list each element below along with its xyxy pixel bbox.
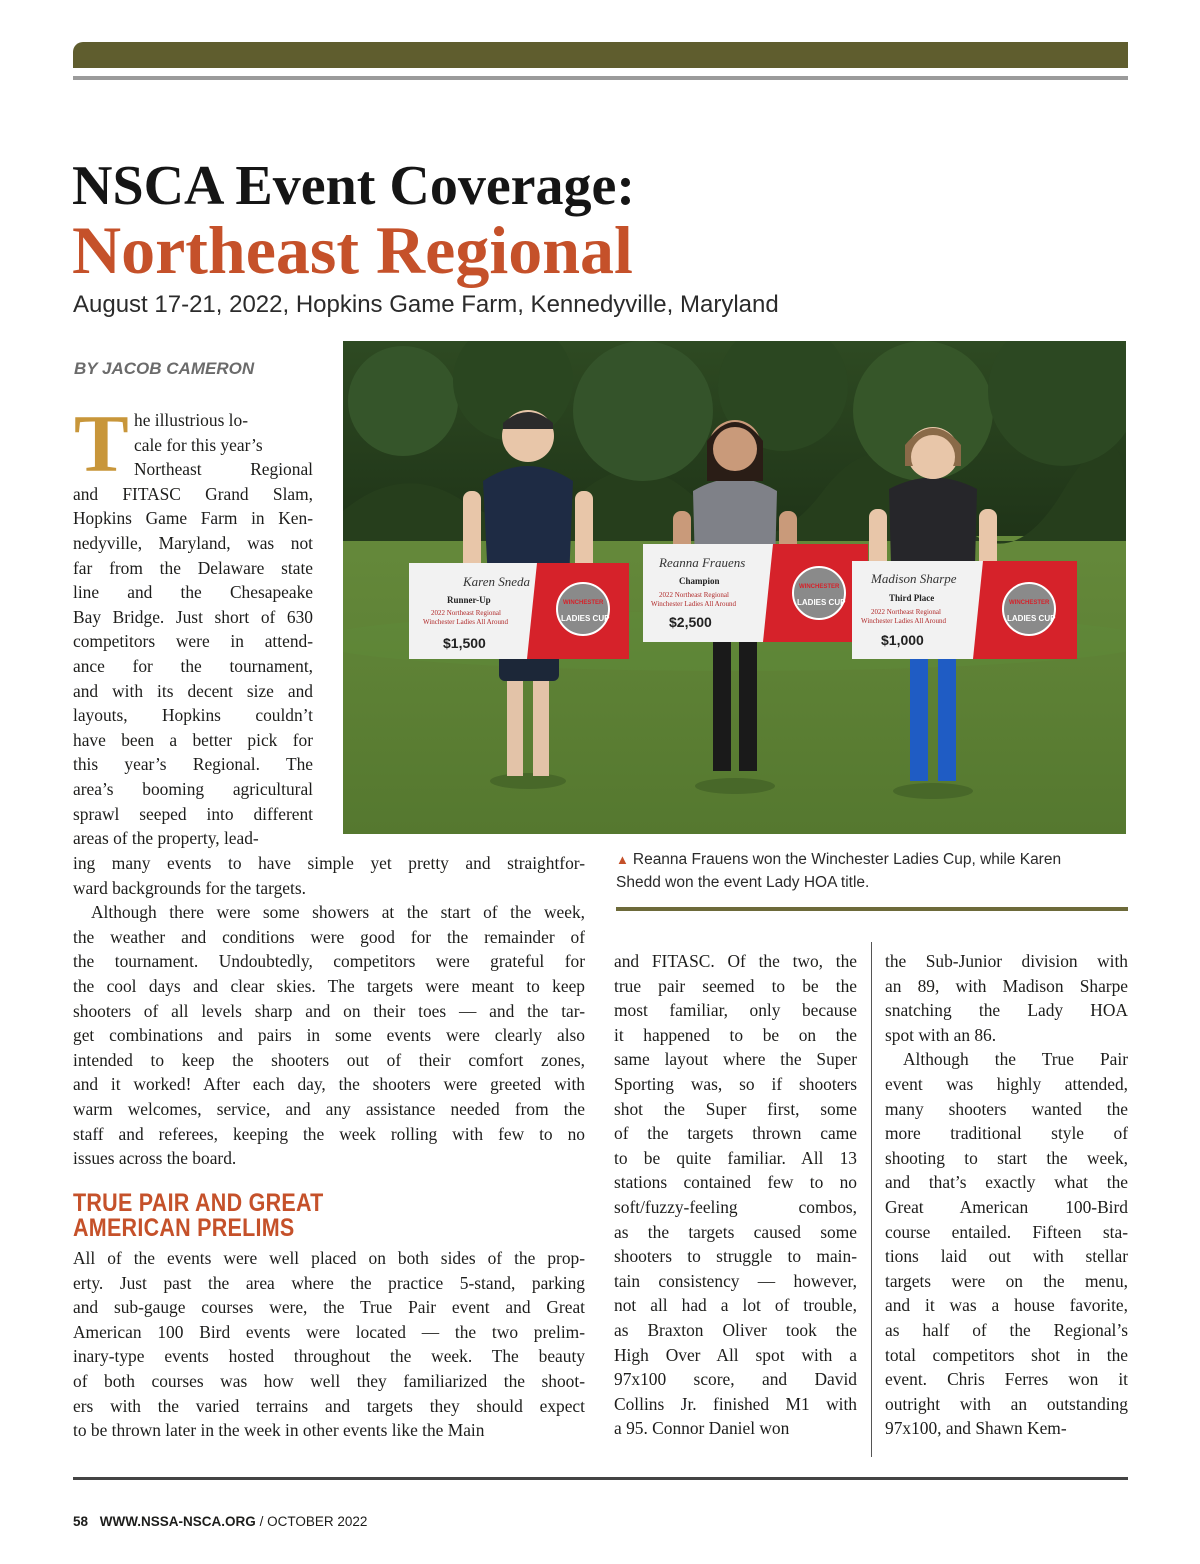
text-line: ward backgrounds for the targets. <box>73 877 306 898</box>
text-line: event was highly attended, <box>885 1073 1128 1094</box>
text-line: as Braxton Oliver took the <box>614 1319 857 1340</box>
text-line: shooting to start the week, <box>885 1147 1128 1168</box>
column-rule <box>871 942 872 1457</box>
board-1-logo-top: WINCHESTER <box>563 600 604 606</box>
board-3-name: Madison Sharpe <box>871 571 957 586</box>
text-line: the tournament. Undoubtedly, competitors were grateful for <box>73 951 585 972</box>
prize-board-3 <box>852 561 1077 659</box>
text-line: snatching the Lady HOA <box>885 1000 1128 1021</box>
text-line: issues across the board. <box>73 1148 237 1169</box>
text-line: and sub-gauge courses were, the True Pair event and Great <box>73 1297 585 1318</box>
text-line: not all had a lot of trouble, <box>614 1295 857 1316</box>
text-line: cale for this year’s <box>134 434 263 455</box>
board-2-amount: $2,500 <box>669 614 712 630</box>
photo-credit: PHOTOS BY LEFTY RAY CHAPA <box>331 679 340 820</box>
section-heading-line2: AMERICAN PRELIMS <box>73 1214 295 1242</box>
page-number: 58 <box>73 1514 89 1529</box>
board-1-name: Karen Sneda <box>463 574 531 589</box>
text-line: Bay Bridge. Just short of 630 <box>73 606 313 627</box>
board-1-place: Runner-Up <box>447 595 491 605</box>
text-line: shooters to struggle to main- <box>614 1246 857 1267</box>
text-line: a 95. Connor Daniel won <box>614 1418 790 1439</box>
text-line: true pair seemed to be the <box>614 975 857 996</box>
text-line: staff and referees, keeping the week rolling with few to no <box>73 1123 585 1144</box>
text-line: many shooters wanted the <box>885 1098 1128 1119</box>
board-2-event2: Winchester Ladies All Around <box>651 600 737 608</box>
text-line: same layout where the Super <box>614 1049 857 1070</box>
board-1-amount: $1,500 <box>443 635 486 651</box>
headline-main: Northeast Regional <box>72 212 633 288</box>
section-wide-column <box>73 1246 585 1443</box>
text-line: Northeast Regional <box>134 459 313 480</box>
header-bar <box>73 42 1128 68</box>
caption-text-1: Reanna Frauens won the Winchester Ladies Cup, while Karen <box>632 851 1062 868</box>
text-line: of both courses was how well they familiarized the shoot- <box>73 1370 585 1391</box>
text-line: layouts, Hopkins couldn’t <box>73 705 313 726</box>
text-line: as the targets caused some <box>614 1221 857 1242</box>
issue-date: / OCTOBER 2022 <box>259 1514 368 1529</box>
event-dateline: August 17-21, 2022, Hopkins Game Farm, Kennedyville, Maryland <box>73 291 779 318</box>
intro-narrow-column <box>73 398 313 851</box>
text-line: and it worked! After each day, the shooters were greeted with <box>73 1074 585 1095</box>
text-line: soft/fuzzy-feeling combos, <box>614 1196 857 1217</box>
text-line: inary-type events hosted throughout the week. The beauty <box>73 1346 585 1367</box>
text-line: High Over All spot with a <box>614 1344 857 1365</box>
text-line: Although there were some showers at the start of the week, <box>91 902 585 923</box>
board-2-place: Champion <box>679 576 720 586</box>
text-line: Although the True Pair <box>903 1049 1128 1070</box>
text-line: of the targets thrown came <box>614 1123 857 1144</box>
text-line: competitors were in attend- <box>73 631 313 652</box>
text-line: erty. Just past the area where the practice 5-stand, parking <box>73 1272 585 1293</box>
text-line: course entailed. Fifteen sta- <box>885 1221 1128 1242</box>
text-line: area’s booming agricultural <box>73 778 313 799</box>
intro-wide-column <box>73 851 585 1171</box>
text-line: and FITASC. Of the two, the <box>614 951 857 971</box>
headline-kicker: NSCA Event Coverage: <box>72 155 636 217</box>
text-line: and FITASC Grand Slam, <box>73 483 313 504</box>
photo-caption <box>616 848 1128 894</box>
text-line: he illustrious lo- <box>134 410 248 430</box>
text-line: targets were on the menu, <box>885 1270 1128 1291</box>
drop-cap: T <box>74 398 129 489</box>
text-line: Hopkins Game Farm in Ken- <box>73 508 313 529</box>
triangle-up-icon: ▲ <box>616 852 629 867</box>
board-2-name: Reanna Frauens <box>659 555 746 570</box>
board-1-event2: Winchester Ladies All Around <box>423 618 509 626</box>
text-line: event. Chris Ferres won it <box>885 1369 1128 1390</box>
caption-line-2: Shedd won the event Lady HOA title. <box>616 874 870 891</box>
footer-rule <box>73 1477 1128 1480</box>
board-3-event: 2022 Northeast Regional <box>871 608 941 616</box>
text-column-3 <box>885 949 1128 1457</box>
caption-rule <box>616 907 1128 911</box>
text-line: and it was a house favorite, <box>885 1295 1128 1316</box>
text-line: have been a better pick for <box>73 729 313 750</box>
text-line: All of the events were well placed on both sides of the prop- <box>73 1248 585 1268</box>
text-line: to be quite familiar. All 13 <box>614 1147 857 1168</box>
event-photo <box>343 341 1126 834</box>
text-line: stations contained few to no <box>614 1172 857 1193</box>
section-heading-line1: TRUE PAIR AND GREAT <box>73 1189 324 1217</box>
text-line: sprawl seeped into different <box>73 803 313 824</box>
prize-board-2 <box>643 544 868 642</box>
text-line: the weather and conditions were good for the remainder of <box>73 926 585 947</box>
board-3-logo: LADIES CUP <box>1007 614 1056 623</box>
text-line: outright with an outstanding <box>885 1393 1128 1414</box>
text-line: Collins Jr. finished M1 with <box>614 1393 857 1414</box>
board-1-event: 2022 Northeast Regional <box>431 609 501 617</box>
text-line: and that’s exactly what the <box>885 1172 1128 1193</box>
board-2-event: 2022 Northeast Regional <box>659 591 729 599</box>
text-line: to be thrown later in the week in other events like the Main <box>73 1420 485 1441</box>
text-column-2 <box>614 949 857 1457</box>
board-3-logo-top: WINCHESTER <box>1009 600 1050 606</box>
text-line: warm welcomes, service, and any assistance needed from the <box>73 1098 585 1119</box>
text-line: intended to keep the shooters out of their comfort zones, <box>73 1049 585 1070</box>
board-2-logo-top: WINCHESTER <box>799 584 840 590</box>
text-line: an 89, with Madison Sharpe <box>885 975 1128 996</box>
board-3-place: Third Place <box>889 593 935 603</box>
text-line: get combinations and pairs in some events were clearly also <box>73 1025 585 1046</box>
text-line: the cool days and clear skies. The targets were meant to keep <box>73 975 585 996</box>
text-line: ance for the tournament, <box>73 655 313 676</box>
text-line: shot the Super first, some <box>614 1098 857 1119</box>
header-rule <box>73 76 1128 80</box>
section-heading <box>73 1191 593 1241</box>
text-line: the Sub-Junior division with <box>885 951 1128 971</box>
board-3-amount: $1,000 <box>881 632 924 648</box>
page-footer <box>73 1513 367 1531</box>
text-line: areas of the property, lead- <box>73 828 259 849</box>
byline: BY JACOB CAMERON <box>74 359 255 378</box>
text-line: this year’s Regional. The <box>73 754 313 775</box>
board-3-event2: Winchester Ladies All Around <box>861 617 947 625</box>
board-2-logo: LADIES CUP <box>797 598 846 607</box>
text-line: and with its decent size and <box>73 680 313 701</box>
text-line: nedyville, Maryland, was not <box>73 532 313 553</box>
text-line: 97x100 score, and David <box>614 1369 857 1390</box>
text-line: 97x100, and Shawn Kem- <box>885 1418 1067 1439</box>
board-1-logo: LADIES CUP <box>561 614 610 623</box>
text-line: tain consistency — however, <box>614 1270 857 1291</box>
text-line: Sporting was, so if shooters <box>614 1073 857 1094</box>
text-line: tions laid out with stellar <box>885 1246 1128 1267</box>
prize-board-1 <box>409 563 629 659</box>
text-line: more traditional style of <box>885 1123 1128 1144</box>
text-line: far from the Delaware state <box>73 557 313 578</box>
text-line: American 100 Bird events were located — the two prelim- <box>73 1321 585 1342</box>
text-line: shooters of all levels sharp and on their toes — and the tar- <box>73 1000 585 1021</box>
text-line: it happened to be on the <box>614 1024 857 1045</box>
text-line: ing many events to have simple yet pretty and straightfor- <box>73 853 585 873</box>
text-line: spot with an 86. <box>885 1024 997 1045</box>
website-url: WWW.NSSA-NSCA.ORG <box>99 1514 256 1529</box>
text-line: total competitors shot in the <box>885 1344 1128 1365</box>
text-line: as half of the Regional’s <box>885 1319 1128 1340</box>
text-line: Great American 100-Bird <box>885 1196 1128 1217</box>
caption-line-1 <box>616 848 1128 871</box>
text-line: ers with the varied terrains and targets they should expect <box>73 1395 585 1416</box>
text-line: most familiar, only because <box>614 1000 857 1021</box>
text-line: line and the Chesapeake <box>73 582 313 603</box>
